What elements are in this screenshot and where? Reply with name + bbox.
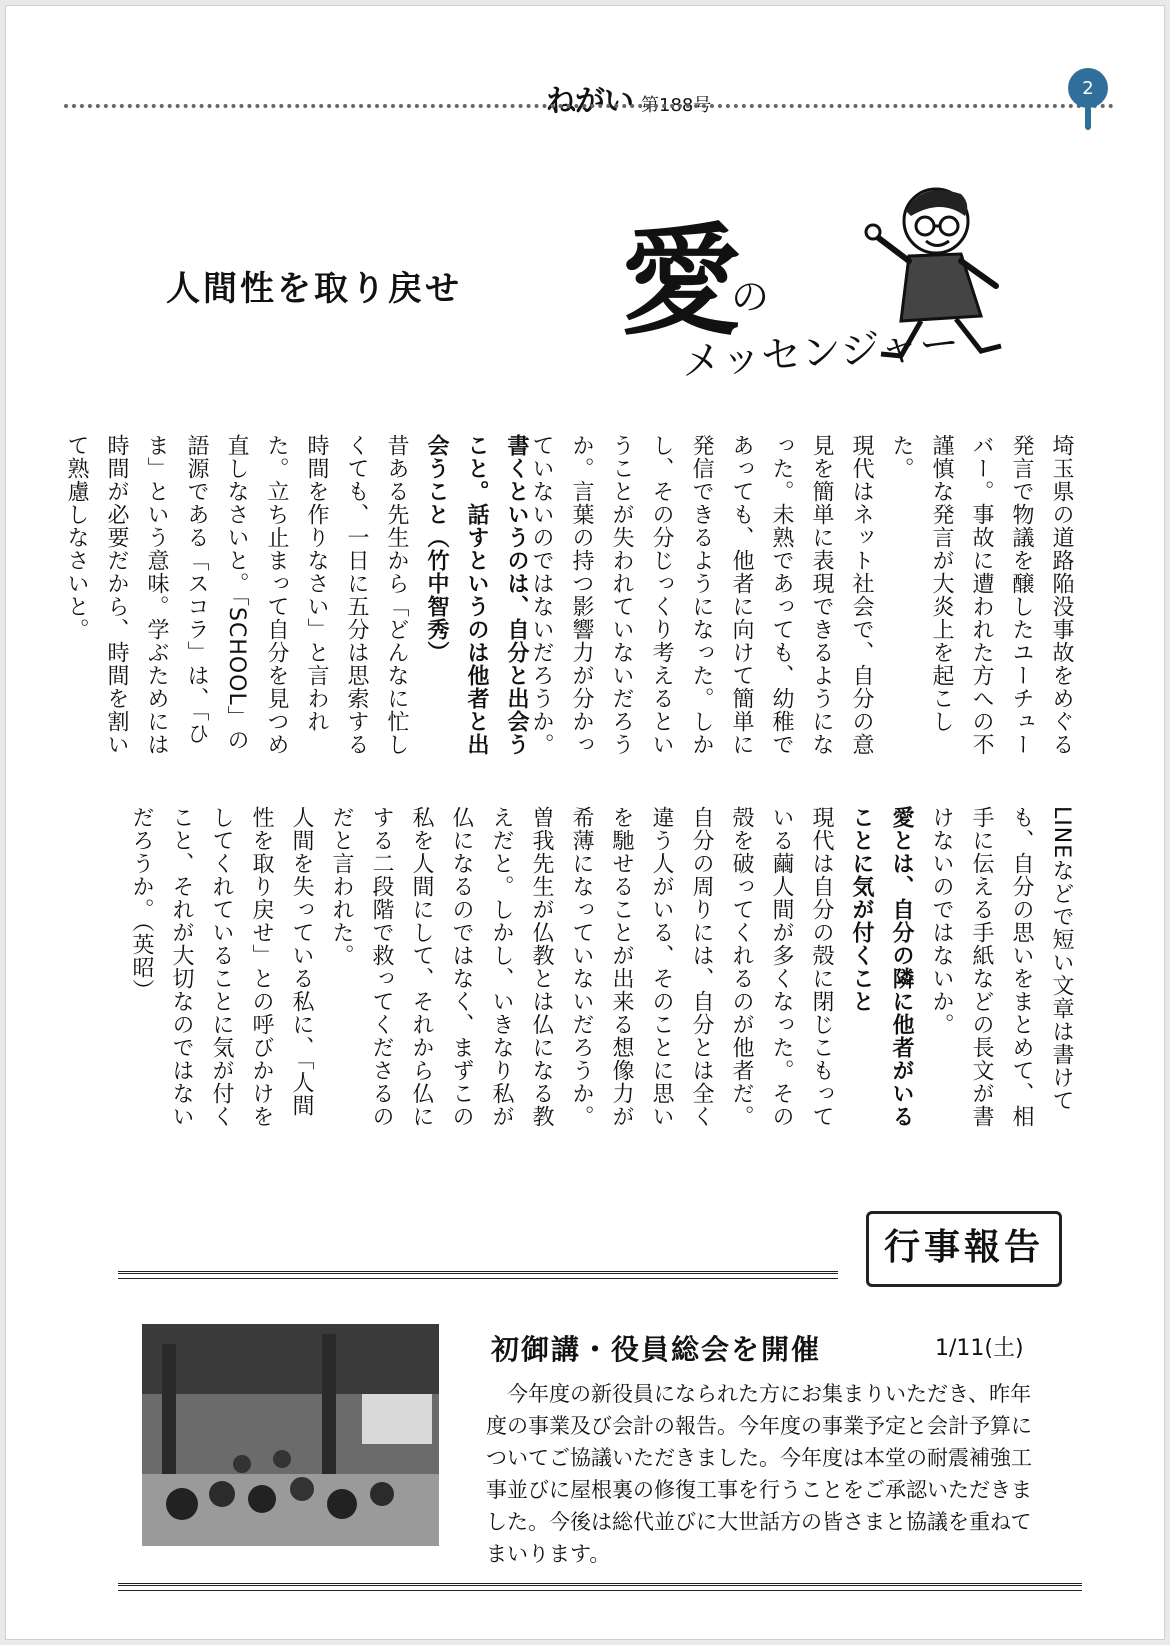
event-photo <box>142 1324 439 1546</box>
article-paragraph: 現代は自分の殻に閉じこもっている繭人間が多くなった。その殻を破ってくれるのが他者だ。自分の周りには、自分とは全く違う人がいる、そのことに思いを馳せることが出来る想像力が希薄になっていないだろうか。 <box>569 806 834 1128</box>
article-column-1 <box>529 434 1081 774</box>
article-paragraph: 昔ある先生から「どんなに忙しくても、一日に五分は思索する時間を作りなさい」と言われた。立ち止まって自分を見つめ直しなさいと。「SCHOOL」の語源である「スコラ」は、「ひま」という意味。学ぶためには時間が必要だから、時間を割いて熟慮しなさいと。 <box>64 434 409 756</box>
article-headline: 人間性を取り戻せ <box>166 269 462 309</box>
temple-hall-photo-icon <box>142 1324 439 1546</box>
article-paragraph: 現代はネット社会で、自分の意見を簡単に表現できるようになった。未熟であっても、幼稚であっても、他者に向けて簡単に発信できるようになった。しかし、その分じっくり考えるということが失われていないだろうか。言葉の持つ影響力が分かっていないのではないだろうか。 <box>529 434 874 756</box>
issue-number: 第188号 <box>641 95 712 116</box>
series-subtitle: メッセンジャー <box>679 320 961 386</box>
newsletter-page <box>6 6 1164 1639</box>
article-paragraph: 人間を失っている私に、「人間性を取り戻せ」との呼びかけをしてくれていることに気が付くこと、それが大切なのではないだろうか。（英昭） <box>129 806 314 1128</box>
events-divider <box>118 1271 838 1279</box>
section-heading: 愛とは、自分の隣に他者がいることに気が付くこと <box>849 806 914 1128</box>
article-column-3 <box>126 806 1081 1136</box>
quote-heading: 書くというのは、自分と出会うこと。話すというのは他者と出会うこと（竹中智秀） <box>424 434 529 756</box>
page-number-badge: 2 <box>1068 68 1108 108</box>
events-section-label: 行事報告 <box>866 1211 1062 1287</box>
series-title-art <box>621 186 1051 406</box>
event-date: 1/11(土) <box>935 1336 1024 1361</box>
header-divider <box>64 104 1114 108</box>
article-paragraph: LINEなどで短い文章は書けても、自分の思いをまとめて、相手に伝える手紙などの長文が書けないのではないか。 <box>929 806 1074 1128</box>
running-monk-illustration-icon <box>861 176 1021 366</box>
page-badge-drip-icon <box>1085 106 1091 130</box>
article-paragraph: 曽我先生が仏教とは仏になる教えだと。しかし、いきなり私が仏になるのではなく、まずこの私を人間にして、それから仏にする二段階で救ってくださるのだと言われた。 <box>329 806 554 1128</box>
bottom-divider <box>118 1583 1082 1591</box>
series-big-char: 愛 <box>621 211 741 352</box>
masthead-logo: ねがい <box>546 84 633 119</box>
event-body-text: 今年度の新役員になられた方にお集まりいただき、昨年度の事業及び会計の報告。今年度の事業予定と会計予算についてご協議いただきました。今年度は本堂の耐震補強工事並びに屋根裏の修復工事を行うことをご承認いただきました。今後は総代並びに大世話方の皆さまと協議を重ねてまいります。 <box>486 1382 1032 1566</box>
article-paragraph: 埼玉県の道路陥没事故をめぐる発言で物議を醸したユーチューバー。事故に遭われた方への不謹慎な発言が大炎上を起こした。 <box>889 434 1074 756</box>
article-column-2 <box>64 434 536 774</box>
series-no: の <box>731 275 770 319</box>
event-description <box>486 1378 1046 1570</box>
event-title: 初御講・役員総会を開催 <box>491 1333 822 1366</box>
masthead <box>546 76 711 120</box>
